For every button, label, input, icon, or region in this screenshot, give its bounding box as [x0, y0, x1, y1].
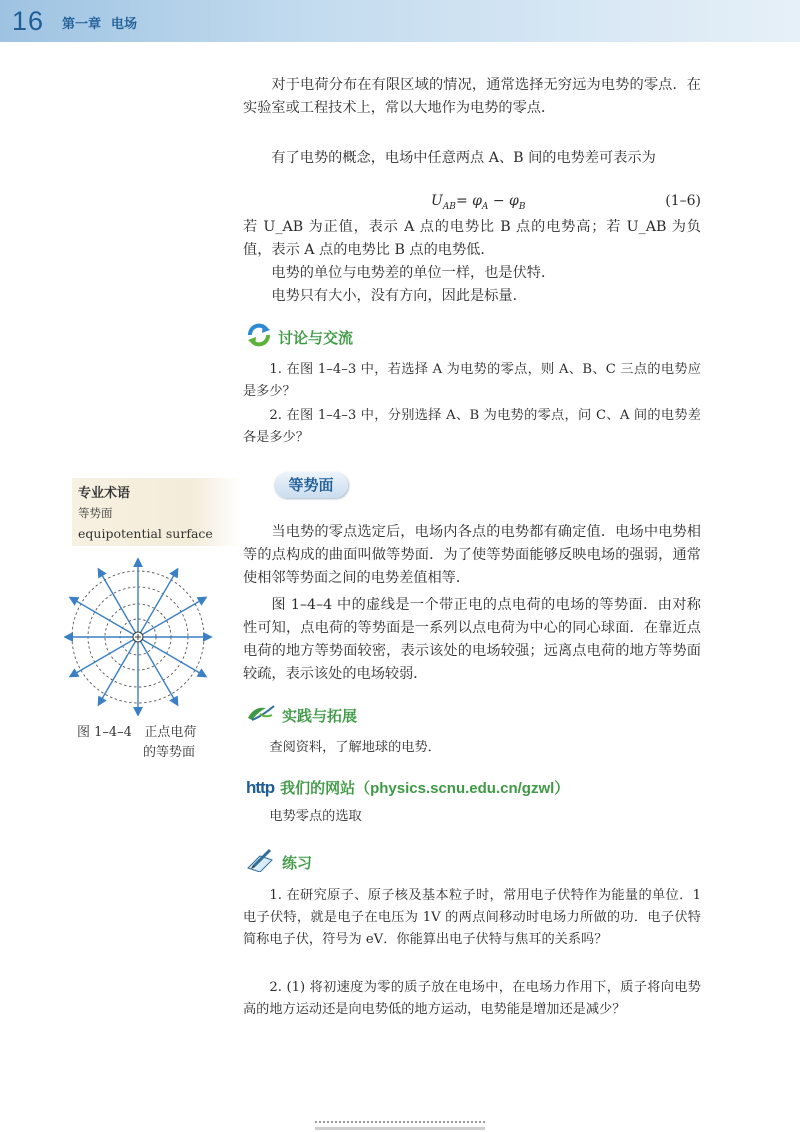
exercise-question-2: 2. (1) 将初速度为零的质子放在电场中，在电场力作用下，质子将向电势高的地方运动还是向电势低的地方运动，电势能是增加还是减少？: [243, 980, 701, 1017]
potential-difference-paragraph: [243, 147, 701, 170]
discussion-question-1: 1. 在图 1–4–3 中，若选择 A 为电势的零点，则 A、B、C 三点的电势应是多少？: [243, 362, 701, 399]
exercise-q2: [243, 977, 701, 1021]
equipotential-diagram: [64, 558, 214, 716]
term-title: 专业术语: [78, 486, 131, 501]
footer-line: [315, 1127, 485, 1130]
discussion-q2: [243, 405, 701, 449]
paragraph-zero-point: 对于电荷分布在有限区域的情况，通常选择无穷远为电势的零点．在实验室或工程技术上，常以大地作为电势的零点．: [243, 77, 701, 116]
equipotential-p1: [243, 521, 701, 590]
footer-dotted-line: [315, 1121, 485, 1123]
equipotential-p2: [243, 594, 701, 686]
discussion-heading: [246, 322, 353, 352]
practice-heading-text: 实践与拓展: [282, 706, 358, 725]
paragraph-equipotential-definition: 当电势的零点选定后，电场内各点的电势都有确定值．电场中电势相等的点构成的曲面叫做等势面．为了使等势面能够反映电场的强弱，通常使相邻等势面之间的电势差值相等．: [243, 524, 701, 586]
paragraph-unit: 电势的单位与电势差的单位一样，也是伏特．: [271, 265, 556, 281]
paragraph-point-charge-equipotential: 图 1–4–4 中的虚线是一个带正电的点电荷的电场的等势面．由对称性可知，点电荷的等势面是一系列以点电荷为中心的同心球面．在靠近点电荷的地方等势面较密，表示该处的电场较强；远离点电荷的地方等势面较疏，表示该处的电场较弱．: [243, 597, 701, 682]
chapter-title: 电场: [111, 17, 138, 32]
website-topic: 电势零点的选取: [269, 809, 362, 824]
figure-caption-text-1: 正点电荷: [144, 725, 197, 740]
page-number: 16: [12, 6, 45, 36]
discussion-heading-text: 讨论与交流: [278, 328, 354, 347]
figure-caption-line2: 的等势面: [143, 745, 196, 760]
term-english: equipotential surface: [78, 526, 213, 541]
formula-expression: $U_{AB}= \varphi_A - \varphi_B$: [431, 193, 526, 212]
discussion-arrows-icon: [246, 322, 272, 352]
sign-meaning-paragraph: [243, 216, 701, 262]
intro-paragraph: [243, 74, 701, 120]
exercise-question-1: 1. 在研究原子、原子核及基本粒子时，常用电子伏特作为能量的单位．1 电子伏特，就是电子在电压为 1V 的两点间移动时电场力所做的功．电子伏特简称电子伏，符号为 eV．你能算出电子伏特与焦耳的关系吗？: [243, 888, 701, 947]
figure-equipotential-point-charge: [64, 558, 214, 720]
formula-number: (1–6): [665, 193, 701, 209]
plant-sprout-icon: [246, 702, 276, 728]
paragraph-sign-meaning: 若 U_AB 为正值，表示 A 点的电势比 B 点的电势高；若 U_AB 为负值，表示 A 点的电势比 B 点的电势低．: [243, 219, 701, 258]
figure-number: 图 1–4–4: [77, 725, 132, 740]
practice-task: 查阅资料，了解地球的电势．: [269, 740, 441, 755]
discussion-q1: [243, 359, 701, 403]
paragraph-scalar: 电势只有大小，没有方向，因此是标量．: [271, 288, 527, 304]
chapter-label: 第一章: [62, 17, 102, 32]
scalar-paragraph: [243, 285, 701, 308]
equipotential-heading: 等势面: [274, 472, 348, 498]
practice-text: [243, 737, 701, 759]
pencil-paper-icon: [246, 848, 276, 876]
term-chinese: 等势面: [78, 506, 113, 520]
discussion-question-2: 2. 在图 1–4–3 中，分别选择 A、B 为电势的零点，问 C、A 间的电势差各是多少？: [243, 408, 701, 445]
website-heading-text: 我们的网站（physics.scnu.edu.cn/gzwl）: [280, 780, 570, 797]
paragraph-potential-difference: 有了电势的概念，电场中任意两点 A、B 间的电势差可表示为: [271, 150, 656, 166]
formula-1-6: [243, 193, 701, 215]
page-header: [0, 0, 800, 42]
exercise-heading: [246, 848, 312, 876]
unit-paragraph: [243, 262, 701, 285]
chapter-heading: [62, 13, 147, 32]
website-text: [243, 806, 701, 828]
website-heading: [246, 777, 569, 798]
figure-caption-line1: [77, 721, 196, 740]
exercise-heading-text: 练习: [282, 853, 313, 872]
practice-heading: [246, 702, 357, 728]
exercise-q1: [243, 885, 701, 951]
http-icon: http: [246, 777, 275, 797]
